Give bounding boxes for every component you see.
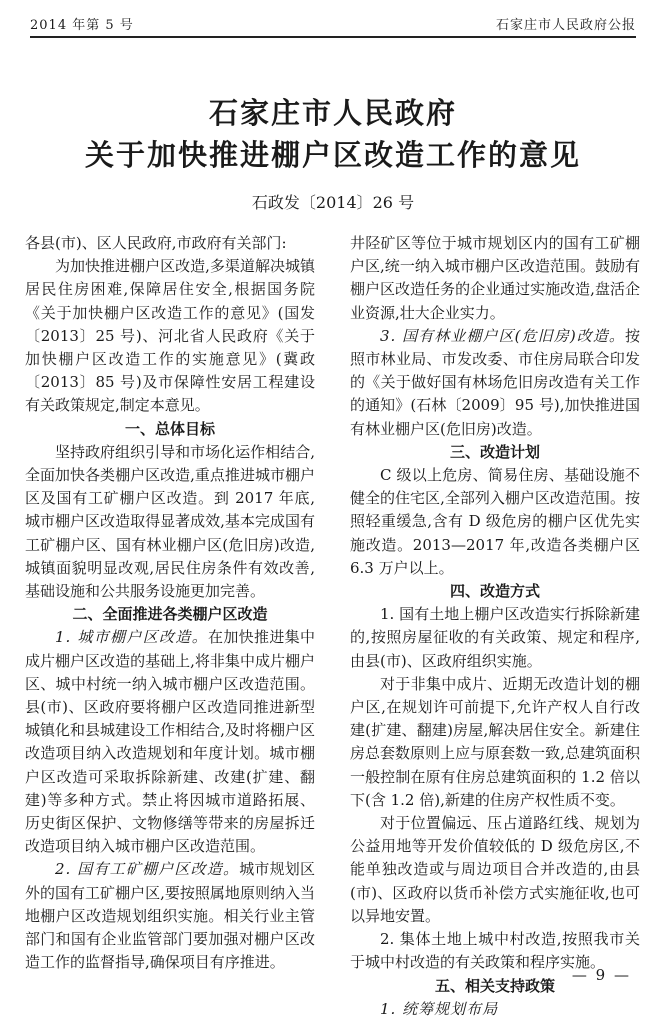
- left-column: [25, 232, 315, 975]
- section-5-item-1: 1. 统筹规划布局: [380, 999, 499, 1018]
- section-2-heading: 二、全面推进各类棚户区改造: [72, 605, 268, 624]
- intro-paragraph: 为加快推进棚户区改造,多渠道解决城镇居民住房困难,保障居住安全,根据国务院《关于加快棚户区改造工作的意见》(国发〔2013〕25 号)、河北省人民政府《关于加快棚户区改造工作的实施意见》(冀政〔2013〕85 号)及市保障性安居工程建设有关政策规定,制定本意见。: [25, 257, 315, 415]
- item-1-label: 1. 城市棚户区改造。: [55, 628, 209, 647]
- right-column: [350, 232, 640, 1021]
- item-1-paragraph: [25, 626, 315, 858]
- section-4-paragraph-3: 对于位置偏远、压占道路红线、规划为公益用地等开发价值较低的 D 级危房区,不能单独改造或与周边项目合并改造的,由县(市)、区政府以货币补偿方式实施征收,也可以异地安置。: [350, 814, 640, 925]
- section-4-paragraph-1: 1. 国有土地上棚户区改造实行拆除新建的,按照房屋征收的有关政策、规定和程序,由县(市)、区政府组织实施。: [350, 605, 640, 670]
- page-header: [30, 8, 636, 36]
- section-1-heading: 一、总体目标: [124, 419, 215, 438]
- section-1-body: 坚持政府组织引导和市场化运作相结合,全面加快各类棚户区改造,重点推进城市棚户区及国有工矿棚户区改造。到 2017 年底,城市棚户区改造取得显著成效,基本完成国有工矿棚户区、国有林业棚户区(危旧房)改造,城镇面貌明显改观,居民住房条件有效改善,基础设施和公共服务设施更加完善。: [25, 442, 315, 601]
- document-number: 石政发〔2014〕26 号: [251, 193, 415, 212]
- item-2-label: 2. 国有工矿棚户区改造。: [55, 860, 240, 879]
- title-line-1: 石家庄市人民政府: [208, 96, 457, 130]
- item-2-continuation: 井陉矿区等位于城市规划区内的国有工矿棚户区,统一纳入城市棚户区改造范围。鼓励有棚户区改造任务的企业通过实施改造,盘活企业资源,壮大企业实力。: [350, 234, 640, 322]
- issue-label: 2014 年第 5 号: [30, 18, 134, 33]
- section-3-body: C 级以上危房、简易住房、基础设施不健全的住宅区,全部列入棚户区改造范围。按照轻重缓急,含有 D 级危房的棚户区优先实施改造。2013—2017 年,改造各类棚户区 6.3 万户以上。: [350, 466, 640, 577]
- page-number: — 9 —: [571, 966, 631, 984]
- section-5-heading: 五、相关支持政策: [434, 976, 555, 995]
- section-4-paragraph-4: 2. 集体土地上城中村改造,按照我市关于城中村改造的有关政策和程序实施。: [350, 930, 640, 972]
- item-1-body: 在加快推进集中成片棚户区改造的基础上,将非集中成片棚户区、城中村统一纳入城市棚户区改造范围。县(市)、区政府要将棚户区改造同推进新型城镇化和县城建设工作相结合,及时将棚户区改造项目纳入改造规划和年度计划。城市棚户区改造可采取拆除新建、改建(扩建、翻建)等多种方式。禁止将因城市道路拓展、历史街区保护、文物修缮等带来的房屋拆迁改造项目纳入城市棚户区改造范围。: [25, 628, 315, 856]
- item-3-label: 3. 国有林业棚户区(危旧房)改造。: [380, 326, 625, 345]
- title-line-2: 关于加快推进棚户区改造工作的意见: [84, 138, 581, 172]
- item-2-body: 城市规划区外的国有工矿棚户区,要按照属地原则纳入当地棚户区改造规划组织实施。相关行业主管部门和国有企业监管部门要加强对棚户区改造工作的监督指导,确保项目有序推进。: [25, 860, 315, 972]
- header-divider: [30, 36, 636, 38]
- section-3-heading: 三、改造计划: [449, 442, 540, 461]
- section-4-heading: 四、改造方式: [449, 582, 540, 601]
- item-2-paragraph: [25, 858, 315, 974]
- gazette-name: 石家庄市人民政府公报: [495, 18, 636, 33]
- salutation: 各县(市)、区人民政府,市政府有关部门:: [25, 234, 287, 252]
- document-title: [0, 92, 666, 176]
- item-3-body: 按照市林业局、市发改委、市住房局联合印发的《关于做好国有林场危旧房改造有关工作的通知》(石林〔2009〕95 号),加快推进国有林业棚户区(危旧房)改造。: [350, 326, 640, 438]
- item-3-paragraph: [350, 325, 640, 441]
- section-4-paragraph-2: 对于非集中成片、近期无改造计划的棚户区,在规划许可前提下,允许产权人自行改建(扩建、翻建)房屋,解决居住安全。新建住房总套数原则上应与原套数一致,总建筑面积一般控制在原有住房总建筑面积的 1.2 倍以下(含 1.2 倍),新建的住房产权性质不变。: [350, 674, 640, 809]
